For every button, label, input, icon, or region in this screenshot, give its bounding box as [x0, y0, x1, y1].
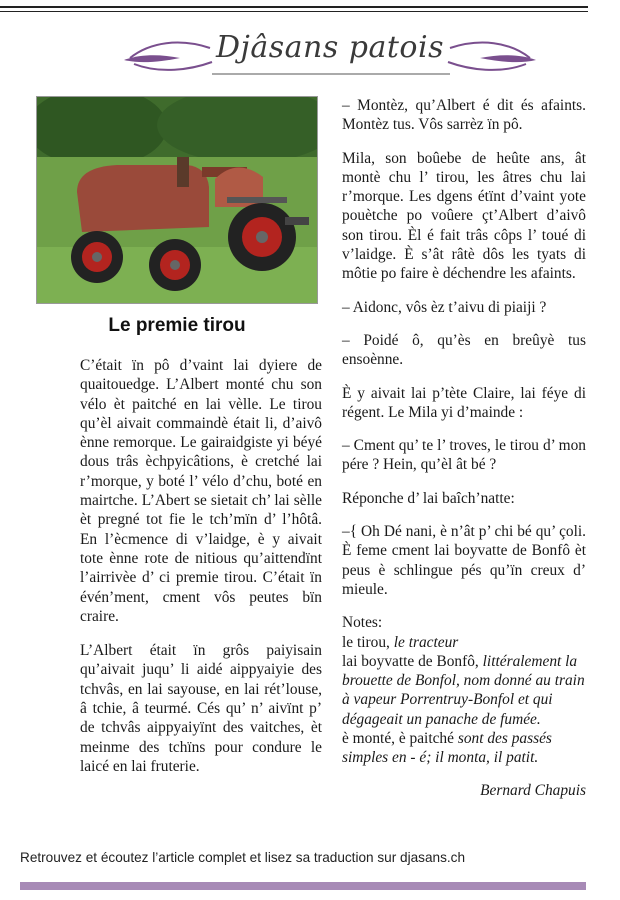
right-paragraph-2: Mila, son boûebe de heûte ans, ât montè chu l’ tirou, les âtres chu lai r’morque. Les dgens étïnt d’vaint yote pouètche po voûere çt’Albert d’aivô son tirou. Èl é fait trâs côps l’ toué di v’laidge. È s’ât râtè dôs les tyats di môtie po faire è déchendre les afaints. [342, 149, 586, 283]
note-1 [342, 633, 586, 652]
note-2-term: lai boyvatte de Bonfô, [342, 652, 479, 670]
article-title: Le premie tirou [108, 315, 246, 336]
author-signature: Bernard Chapuis [480, 781, 586, 799]
footer-text: Retrouvez et écoutez l’article complet et lisez sa traduction sur djasans.ch [20, 850, 466, 865]
right-paragraph-8: –{ Oh Dé nani, è n’ât p’ chi bé qu’ çoli. È feme cment lai boyvatte de Bonfô èt peus è schlingue pés qu’ïn creux d’ mieule. [342, 523, 586, 598]
note-3-term: è monté, è paitché [342, 730, 454, 748]
masthead [120, 24, 540, 86]
right-paragraph-5: È y aivait lai p’tète Claire, lai féye di régent. Le Mila yi d’mainde : [342, 384, 586, 421]
right-paragraph-4: – Poidé ô, qu’ès en breûyè tus ensoènne. [342, 331, 586, 369]
right-paragraph-1: – Montèz, qu’Albert é dit és afaints. Montèz tus. Vôs sarrèz ïn pô. [342, 97, 586, 134]
left-paragraph-1: C’était ïn pô d’vaint lai dyiere de quaitouedge. L’Albert monté chu son vélo èt paitché en lai vèlle. Le tirou qu’èl aivait commaindè était li, d’aivô ènne remorque. Le gairaidgiste yi béyé dous trâs èchpyicâtions, è cretché lai r’morque, y boté l’ vélo d’chu, boté en mairtche. L’Abert se sietait ch’ lai sèlle èt pregné tot fie le tch’mïn d’ l’hôtâ. En l’ècmence di v’laidge, è y aivait tote ènne rote de nitious qu’aittendïnt l’airrivèe d’ ci premie tirou. C’était ïn évén’ment, cment vôs peutes bïn craire. [80, 357, 322, 625]
note-3 [342, 729, 586, 768]
notes-heading: Notes: [342, 614, 383, 632]
note-2-definition: littéralement la brouette de Bonfol, nom donné au train à vapeur Porrentruy-Bonfol et qui dégageait un panache de fumée. [342, 652, 585, 728]
footer-accent-bar [20, 882, 586, 890]
note-2 [342, 652, 586, 729]
left-paragraph-2: L’Albert était ïn grôs paiyisain qu’aivait juqu’ li aidé aippyaiyie des tchvâs, en lai sayouse, en lai rét’louse, â tchie, â teurmé. Cés qu’ n’ aivïnt p’ de tchvâs aippyaiyïnt des vaitches, èt meinme des tchïns pour condure le laicé en lai fruterie. [80, 642, 322, 775]
note-3-definition: sont des passés simples en - é; il monta, il patit. [342, 730, 552, 767]
masthead-title: Djâsans patois [216, 30, 444, 65]
top-rule-thick [0, 6, 588, 8]
notes-section [342, 613, 586, 767]
tractor-photo [36, 96, 318, 304]
right-paragraph-6: – Cment qu’ te l’ troves, le tirou d’ mon pére ? Hein, qu’èl ât bé ? [342, 437, 586, 474]
left-column [80, 356, 322, 791]
right-column [342, 96, 586, 800]
right-paragraph-7: Réponche d’ lai baîch’natte: [342, 489, 515, 507]
note-1-term: le tirou, [342, 633, 390, 651]
right-paragraph-3: – Aidonc, vôs èz t’aivu di piaiji ? [342, 298, 547, 316]
top-rule-thin [0, 11, 588, 12]
note-1-definition: le tracteur [393, 633, 459, 651]
tractor-illustration [37, 97, 318, 304]
